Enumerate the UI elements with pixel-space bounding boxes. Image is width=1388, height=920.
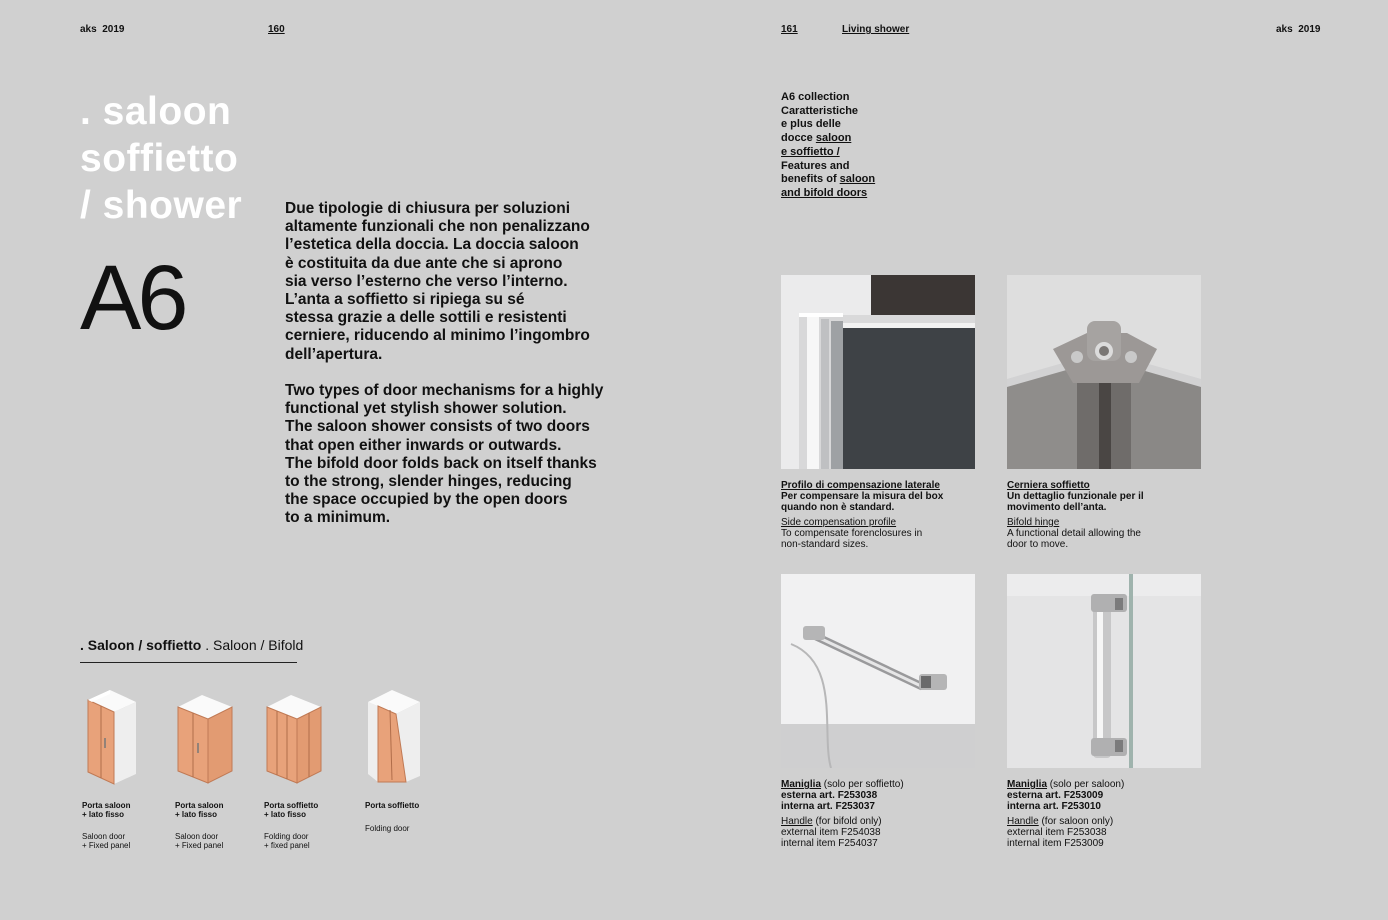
collection-intro: A6 collection Caratteristiche e plus delle docce saloon e soffietto / Features and benefits of saloon and bifold doors <box>781 91 876 199</box>
right-brand-year: aks 2019 <box>1276 24 1321 35</box>
folding-door-fixed-panel-diagram <box>263 693 325 786</box>
saloon-handle-photo <box>1007 574 1201 768</box>
feature-4-caption: Maniglia (solo per saloon) esterna art. F253009 interna art. F253010 Handle (for saloon only) external item F253038 internal item F253009 <box>1007 779 1125 849</box>
left-brand-year: aks 2019 <box>80 24 125 35</box>
feature-3-caption: Maniglia (solo per soffietto) esterna art. F253038 interna art. F253037 Handle (for bifold only) external item F254038 internal item F254037 <box>781 779 904 849</box>
feature-2-caption: Cerniera soffietto Un dettaglio funzionale per il movimento dell’anta. Bifold hinge A functional detail allowing the door to move. <box>1007 480 1144 550</box>
config-2-label: Porta saloon + lato fisso Saloon door + Fixed panel <box>175 801 224 850</box>
saloon-door-fixed-panel-diagram-2 <box>174 693 236 786</box>
model-name: A6 <box>80 247 185 349</box>
section-title: Living shower <box>842 24 910 35</box>
feature-1-caption: Profilo di compensazione laterale Per compensare la misura del box quando non è standard. Side compensation profile To compensate forenclosures in non-standard sizes. <box>781 480 944 550</box>
config-1-label: Porta saloon + lato fisso Saloon door + Fixed panel <box>82 801 131 850</box>
right-page-number: 161 <box>781 24 798 35</box>
config-4-label: Porta soffietto Folding door <box>365 801 420 833</box>
config-3-label: Porta soffietto + lato fisso Folding door + fixed panel <box>264 801 319 850</box>
intro-italian: Due tipologie di chiusura per soluzioni altamente funzionali che non penalizzano l’estetica della doccia. La doccia saloon è costituita da due ante che si aprono sia verso l’esterno che verso l’interno. L’anta a soffietto si ripiega su sé stessa grazie a delle sottili e resistenti cerniere, riducendo al minimo l’ingombro dell’apertura. <box>285 200 590 363</box>
left-page-number: 160 <box>268 24 285 35</box>
bifold-hinge-photo <box>1007 275 1201 469</box>
saloon-door-fixed-panel-diagram <box>80 688 140 786</box>
folding-door-diagram <box>364 688 424 786</box>
bifold-handle-photo <box>781 574 975 768</box>
intro-english: Two types of door mechanisms for a highly functional yet stylish shower solution. The saloon shower consists of two doors that open either inwards or outwards. The bifold door folds back on itself thanks to the strong, slender hinges, reducing the space occupied by the open doors to a minimum. <box>285 382 604 527</box>
heading-underline <box>80 662 297 663</box>
side-compensation-profile-photo <box>781 275 975 469</box>
configurations-heading: . Saloon / soffietto . Saloon / Bifold <box>80 637 304 653</box>
page-title: . saloon soffietto / shower <box>80 90 243 227</box>
